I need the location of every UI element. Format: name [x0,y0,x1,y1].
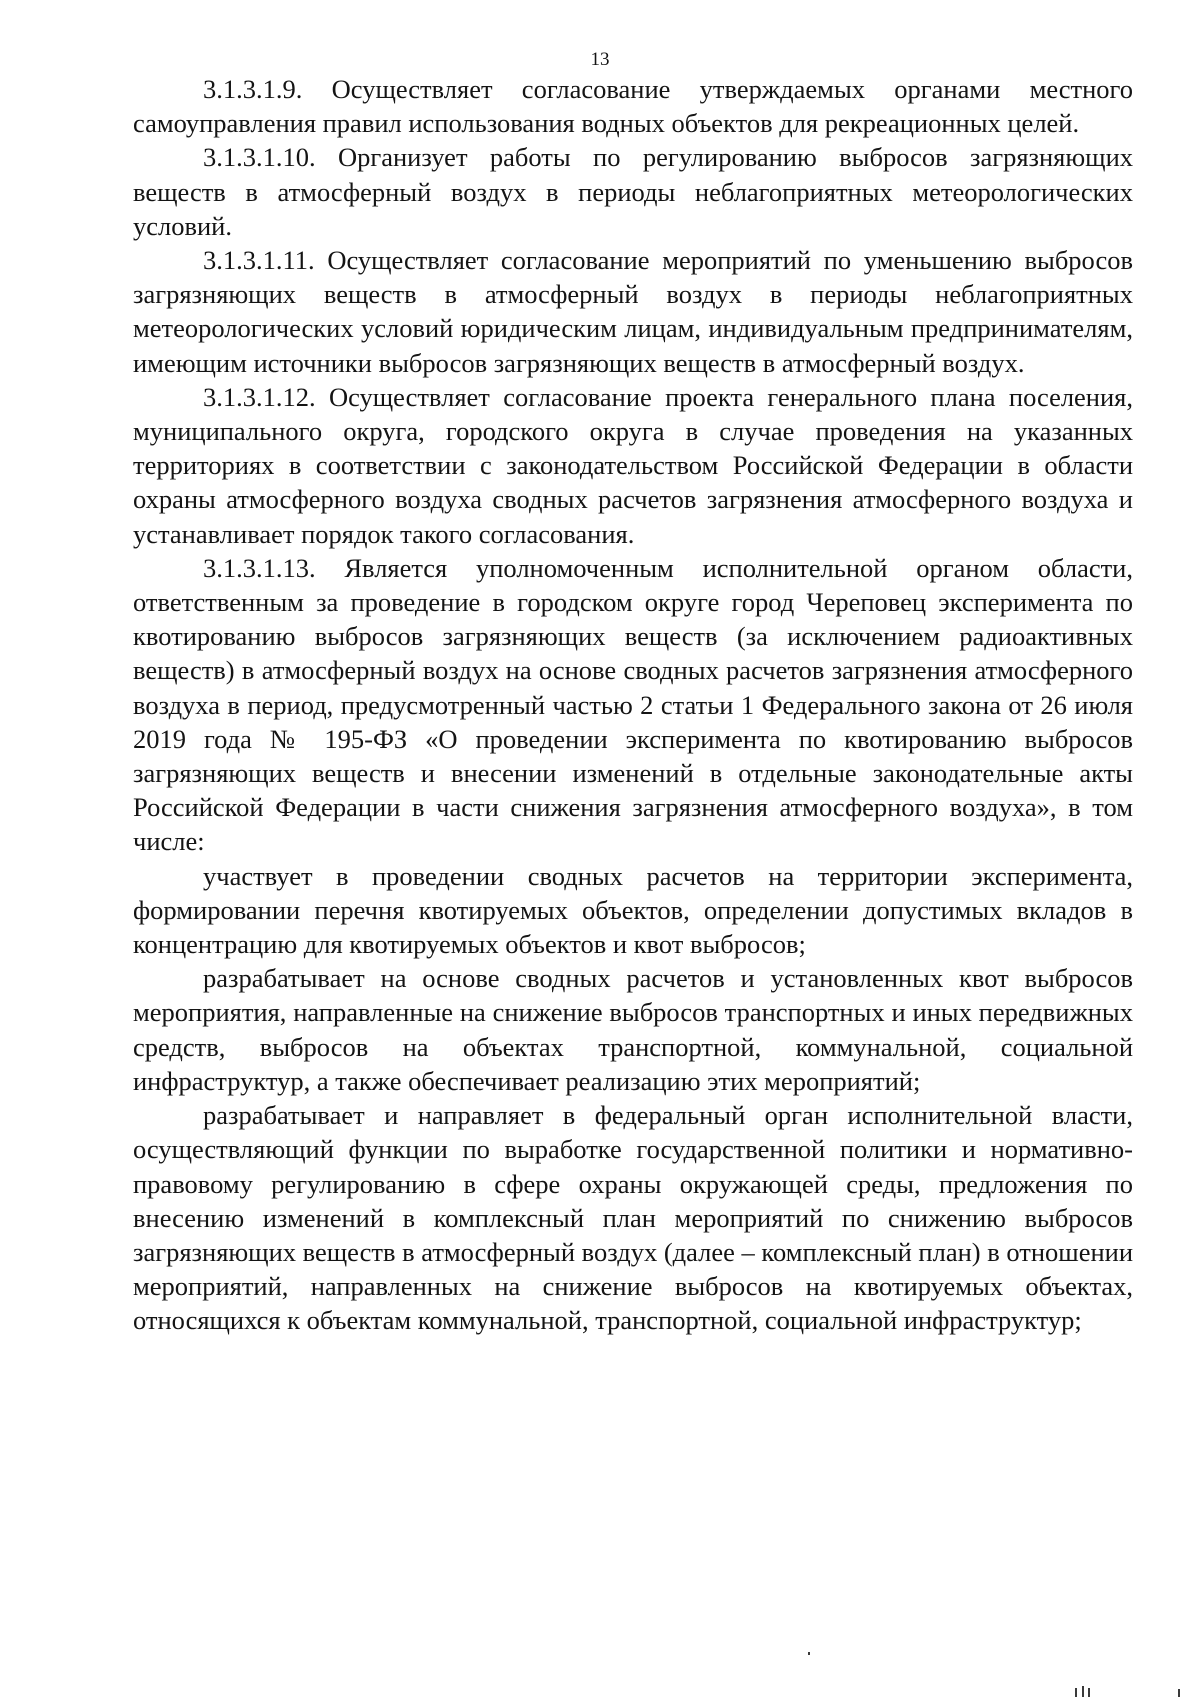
page-number: 13 [590,49,610,70]
paragraph-3-1-3-1-12: 3.1.3.1.12. Осуществляет согласование проекта генерального плана поселения, муниципального округа, городского округа в случае проведения на указанных территориях в соответствии с законодательством Российской Федерации в области охраны атмосферного воздуха сводных расчетов загрязнения атмосферного воздуха и устанавливает порядок такого согласования. [133,381,1133,549]
list-item-submits-proposals: разрабатывает и направляет в федеральный орган исполнительной власти, осуществляющий функции по выработке государственной политики и нормативно-правовому регулированию в сфере охраны окружающей среды, предложения по внесению изменений в комплексный план мероприятий по снижению выбросов загрязняющих веществ в атмосферный воздух (далее – комплексный план) в отношении мероприятий, направленных на снижение выбросов на квотируемых объектах, относящихся к объектам коммунальной, транспортной, социальной инфраструктур; [133,1100,1133,1336]
list-item-participates: участвует в проведении сводных расчетов на территории эксперимента, формировании перечня квотируемых объектов, определении допустимых вкладов в концентрацию для квотируемых объектов и квот выбросов; [133,860,1133,960]
paragraph-3-1-3-1-10: 3.1.3.1.10. Организует работы по регулированию выбросов загрязняющих веществ в атмосферный воздух в периоды неблагоприятных метеорологических условий. [133,142,1133,241]
paragraph-3-1-3-1-13: 3.1.3.1.13. Является уполномоченным исполнительной органом области, ответственным за проведение в городском округе город Череповец эксперимента по квотированию выбросов загрязняющих веществ (за исключением радиоактивных веществ) в атмосферный воздух на основе сводных расчетов загрязнения атмосферного воздуха в период, предусмотренный частью 2 статьи 1 Федерального закона от 26 июля 2019 года № 195-ФЗ «О проведении эксперимента по квотированию выбросов загрязняющих веществ и внесении изменений в отдельные законодательные акты Российской Федерации в части снижения загрязнения атмосферного воздуха», в том числе: [133,552,1133,857]
scan-dot [808,1652,810,1655]
scan-tick [1178,1689,1180,1697]
scan-tick [1082,1686,1084,1697]
document-body [133,72,1133,1338]
paragraph-3-1-3-1-9: 3.1.3.1.9. Осуществляет согласование утверждаемых органами местного самоуправления правил использования водных объектов для рекреационных целей. [133,74,1133,139]
list-item-develops-measures: разрабатывает на основе сводных расчетов и установленных квот выбросов мероприятия, направленные на снижение выбросов транспортных и иных передвижных средств, выбросов на объектах транспортной, коммунальной, социальной инфраструктур, а также обеспечивает реализацию этих мероприятий; [133,963,1133,1096]
paragraph-3-1-3-1-11: 3.1.3.1.11. Осуществляет согласование мероприятий по уменьшению выбросов загрязняющих веществ в атмосферный воздух в периоды неблагоприятных метеорологических условий юридическим лицам, индивидуальным предпринимателям, имеющим источники выбросов загрязняющих веществ в атмосферный воздух. [133,245,1133,378]
scan-tick [1088,1688,1090,1697]
scan-tick [1075,1688,1077,1697]
